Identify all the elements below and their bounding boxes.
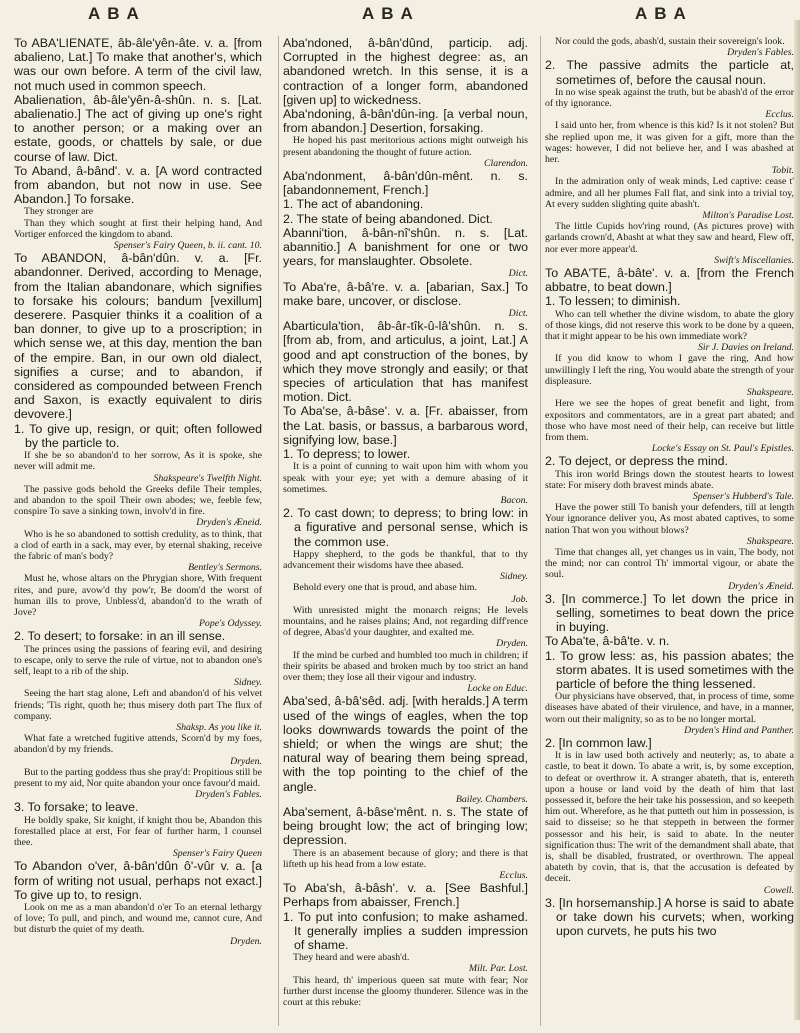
entry-text: Abarticula'tion, âb-âr-tîk-û-lâ'shûn. n. s. [from ab, from, and articulus, a joint, Lat.] A good and apt construction of the bones, by which they move strongly and easily; or that species of articulation that has manifest motion. Dict. [283, 319, 528, 405]
entry-text: To Aband, â-bând'. v. a. [A word contracted from abandon, but not now in use. See Abandon.] To forsake. [14, 163, 262, 207]
quotation: This iron world Brings down the stoutest hearts to lowest state: For misery doth bravest minds abate. [545, 468, 794, 491]
quotation: If she be so abandon'd to her sorrow, As it is spoke, she never will admit me. [14, 450, 262, 473]
citation-source: Bailey. Chambers. [455, 793, 528, 805]
quotation: This heard, th' imperious queen sat mute with fear; Nor further durst incense the gloomy thunderer. Silence was in the court at this rebuke: [283, 974, 528, 1009]
entry-text: Abalienation, âb-âle'yên-â-shûn. n. s. [Lat. abalienatio.] The act of giving up one's right to another person; or a making over an estate, goods, or chattels by sale, or due course of law. Dict. [14, 92, 262, 164]
column-right [540, 36, 794, 1026]
entry-text: 1. To depress; to lower. [283, 447, 411, 462]
citation-source: Spenser's Fairy Queen, b. ii. cant. 10. [113, 240, 262, 252]
entry-text: 1. The act of abandoning. [283, 197, 424, 212]
entry-text: 2. The passive admits the particle at, sometimes of, before the causal noun. [545, 58, 794, 87]
quotation: Our physicians have observed, that, in process of time, some diseases have abated of their virulence, and have, in a manner, worn out their malignity, so as to be no longer mortal. [545, 691, 794, 725]
entry-text: Aba'ndoning, â-bân'dûn-ing. [a verbal noun, from abandon.] Desertion, forsaking. [283, 107, 528, 136]
citation-source: Dict. [508, 268, 528, 280]
entry-text: To Aba'se, â-bâse'. v. a. [Fr. abaisser, from the Lat. basis, or bassus, a barbarous word, signifying low, base.] [283, 404, 528, 447]
entry-text: To ABA'LIENATE, âb-âle'yên-âte. v. a. [from abalieno, Lat.] To make that another's, which was our own before. A term of the civil law, not much used in common speech. [14, 36, 262, 93]
entry-text: 2. The state of being abandoned. Dict. [283, 211, 493, 226]
quotation: He boldly spake, Sir knight, if knight thou be, Abandon this forestalled place at erst, For fear of further harm, I counsel thee. [14, 814, 262, 848]
entry-text: 2. To deject, or depress the mind. [545, 454, 728, 469]
citation-source: Cowell. [763, 884, 794, 896]
citation-source: Clarendon. [484, 157, 528, 169]
entry-text: 2. To cast down; to depress; to bring low: in a figurative and personal sense, which is the common use. [283, 506, 528, 549]
citation-source: Shaksp. As you like it. [176, 721, 262, 733]
entry-text: Aba'sed, â-bâ'sêd. adj. [with heralds.] A term used of the wings of eagles, when the top looks downwards towards the point of the shield; or when the wings are shut; the natural way of bearing them being spread, with the top pointing to the chief of the angle. [283, 694, 528, 794]
running-header-right: ABA [635, 4, 693, 23]
citation-source: Ecclus. [765, 109, 794, 121]
quotation: They stronger are [24, 206, 94, 218]
quotation: He hoped his past meritorious actions might outweigh his present abandoning the thought of future action. [283, 135, 528, 158]
citation-source: Swift's Miscellanies. [714, 254, 794, 266]
citation-source: Dryden's Fables. [195, 789, 262, 801]
citation-source: Locke on Educ. [467, 683, 528, 695]
quotation: There is an abasement because of glory; and there is that lifteth up his head from a low estate. [283, 847, 528, 870]
entry-text: 2. To desert; to forsake: in an ill sense. [14, 629, 226, 644]
entry-text: 3. To forsake; to leave. [14, 800, 139, 815]
entry-text: 3. [In horsemanship.] A horse is said to abate or take down his curvets; when, working upon curvets, he puts his two [545, 895, 794, 939]
quotation: But to the parting goddess thus she pray'd: Propitious still be present to my aid, Nor quite abandon your once favour'd maid. [14, 766, 262, 789]
citation-source: Sidney. [233, 677, 262, 689]
entry-text: Aba'sement, â-bâse'mênt. n. s. The state of being brought low; the act of bringing low; depression. [283, 804, 528, 848]
running-header-left: ABA [88, 4, 146, 23]
citation-source: Dryden's Hind and Panther. [684, 724, 794, 736]
citation-source: Shakspeare. [746, 387, 794, 399]
citation-source: Dryden. [230, 935, 262, 947]
citation-source: Dryden's Æneid. [196, 517, 262, 529]
quotation: The passive gods behold the Greeks defile Their temples, and abandon to the spoil Their own abodes; we, feeble few, conspire To save a sinking town, involv'd in fire. [14, 483, 262, 518]
citation-source: Shakspeare. [746, 535, 794, 547]
citation-source: Bacon. [500, 494, 528, 506]
running-headers [0, 4, 800, 28]
citation-source: Dryden. [496, 638, 528, 650]
entry-text: To ABANDON, â-bân'dûn. v. a. [Fr. abandonner. Derived, according to Menage, from the Italian abandonare, which signifies to forsake his colours; bandum [vexillum] deserere. Pasquier thinks it a coalition of a ban donner, to give up to a proscription; in which sense we, at this day, mention the ban of the empire. Ban, in our own old dialect, signifies a curse; and to abandon, if considered as compounded between French and Saxon, is exactly equivalent to diris devovere.] [14, 251, 262, 422]
citation-source: Job. [511, 593, 528, 605]
quotation: Look on me as a man abandon'd o'er To an eternal lethargy of love; To pull, and pinch, and wound me, cannot cure, And but disturb the quiet of my death. [14, 902, 262, 936]
citation-source: Shakspeare's Twelfth Night. [153, 472, 262, 484]
citation-source: Pope's Odyssey. [198, 618, 262, 630]
quotation: The princes using the passions of fearing evil, and desiring to escape, only to serve the rule of virtue, not to abandon one's self, leapt to a rib of the ship. [14, 643, 262, 677]
citation-source: Ecclus. [499, 870, 528, 881]
quotation: With unresisted might the monarch reigns; He levels mountains, and he raises plains; And, not regarding diff'rence of degree, Abas'd your daughter, and exalted me. [283, 604, 528, 639]
quotation: Must he, whose altars on the Phrygian shore, With frequent rites, and pure, avow'd thy pow'r, Be doom'd the worst of human ills to prove, Unbless'd, abandon'd to the wrath of Jove? [14, 573, 262, 618]
quotation: If the mind be curbed and humbled too much in children; if their spirits be abased and broken much by too strict an hand over them; they lose all their vigour and industry. [283, 649, 528, 683]
quotation: If you did know to whom I gave the ring, And how unwillingly I left the ring, You would abate the strength of your displeasure. [545, 353, 794, 387]
citation-source: Spenser's Fairy Queen [172, 848, 262, 860]
quotation: Nor could the gods, abash'd, sustain their sovereign's look. [555, 36, 785, 47]
entry-text: 3. [In commerce.] To let down the price in selling, sometimes to beat down the price in buying. [545, 591, 794, 635]
citation-source: Dict. [508, 308, 528, 320]
page-edge [794, 20, 800, 1020]
column-middle [278, 36, 528, 1026]
citation-source: Sidney. [499, 571, 528, 583]
quotation: The little Cupids hov'ring round, (As pictures prove) with garlands crown'd, Abasht at what they saw and heard, Flew off, nor ever more appear'd. [545, 221, 794, 255]
entry-text: 1. To put into confusion; to make ashamed. It generally implies a sudden impression of shame. [283, 909, 528, 953]
quotation: It is in law used both actively and neuterly; as, to abate a castle, to beat it down. To abate a writ, is, by some exception, to defeat or overthrow it. A stranger abateth, that is, entereth upon a house or land void by the death of him that last possessed it, before the heir take his possession, and so keepeth him out. Wherefore, as he that putteth out him in possession, is said to disseise; so he that steppeth in between the former possessor and his heir, is said to abate. In the neuter signification thus: The writ of the demandment shall abate, that is, shall be disabled, frustrated, or overthrown. The appeal abateth by covin, that is, that the accusation is defeated by deceit. [545, 750, 794, 885]
entry-text: Aba'ndoned, â-bân'dûnd, particip. adj. Corrupted in the highest degree: as, an abandoned wretch. In this sense, it is a contraction of a longer form, abandoned [given up] to wickedness. [283, 36, 528, 107]
quotation: Here we see the hopes of great benefit and light, from expositors and commentators, are in a great part abated; and those who have most need of their help, can receive but little from them. [545, 398, 794, 443]
entry-text: 1. To give up, resign, or quit; often followed by the particle to. [14, 421, 262, 450]
entry-text: Abanni'tion, â-bân-nî'shûn. n. s. [Lat. abannitio.] A banishment for one or two years, for manslaughter. Obsolete. [283, 225, 528, 269]
entry-text: To Aba're, â-bâ're. v. a. [abarian, Sax.] To make bare, uncover, or disclose. [283, 279, 528, 308]
quotation: Happy shepherd, to the gods be thankful, that to thy advancement their wisdoms have thee abased. [283, 548, 528, 571]
citation-source: Locke's Essay on St. Paul's Epistles. [651, 443, 794, 455]
citation-source: Bentley's Sermons. [188, 562, 262, 574]
running-header-center: ABA [362, 4, 420, 23]
citation-source: Sir J. Davies on Ireland. [698, 342, 794, 354]
quotation: Time that changes all, yet changes us in vain, The body, not the mind; nor can control Th' immortal vigour, or abate the soul. [545, 546, 794, 581]
entry-text: 2. [In common law.] [545, 735, 652, 750]
entry-text: To ABA'TE, â-bâte'. v. a. [from the French abbatre, to beat down.] [545, 266, 794, 295]
citation-source: Spenser's Hubberd's Tale. [692, 490, 794, 502]
citation-source: Dryden's Fables. [727, 47, 794, 59]
entry-text: To Aba'te, â-bâ'te. v. n. [545, 634, 670, 649]
quotation: Who can tell whether the divine wisdom, to abate the glory of those kings, did not reserve this work to be done by a queen, that it might appear to be his own immediate work? [545, 308, 794, 343]
entry-text: To Aba'sh, â-bâsh'. v. a. [See Bashful.] Perhaps from abaisser, French.] [283, 881, 528, 910]
citation-source: Milton's Paradise Lost. [702, 210, 794, 222]
citation-source: Dryden's Æneid. [728, 580, 794, 592]
citation-source: Milt. Par. Lost. [468, 963, 528, 975]
column-left [14, 36, 262, 1026]
quotation: I said unto her, from whence is this kid? Is it not stolen? But she replied upon me, it was given for a gift, more than the wages: however, I did not believe her, and I was abashed at her. [545, 120, 794, 166]
quotation: Behold every one that is proud, and abase him. [293, 582, 477, 594]
quotation: Who is he so abandoned to sottish credulity, as to think, that a clod of earth in a sack, may ever, by eternal shaking, receive the fabric of man's body? [14, 528, 262, 562]
quotation: Than they which sought at first their helping hand, And Vortiger enforced the kingdom to aband. [14, 217, 262, 240]
quotation: They heard and were abash'd. [293, 952, 410, 964]
entry-text: To Abandon o'ver, â-bân'dûn ô'-vûr v. a. [a form of writing not usual, perhaps not exact.] To give up to, to resign. [14, 859, 262, 902]
entry-text: Aba'ndonment, â-bân'dûn-mênt. n. s. [abandonnement, French.] [283, 169, 528, 198]
quotation: In the admiration only of weak minds, Led captive: cease t' admire, and all her plumes Fall flat, and sink into a trivial toy, At every sudden slighting quite abash't. [545, 176, 794, 210]
citation-source: Dryden. [230, 755, 262, 767]
entry-text: 1. To lessen; to diminish. [545, 294, 681, 309]
quotation: In no wise speak against the truth, but be abash'd of the error of thy ignorance. [545, 86, 794, 110]
quotation: What fate a wretched fugitive attends, Scorn'd by my foes, abandon'd by my friends. [14, 733, 262, 756]
quotation: Seeing the hart stag alone, Left and abandon'd of his velvet friends; 'Tis right, quoth he; thus misery doth part The flux of company. [14, 688, 262, 722]
quotation: It is a point of cunning to wait upon him with whom you speak with your eye; yet with a demure abasing of it sometimes. [283, 461, 528, 495]
quotation: Have the power still To banish your defenders, till at length Your ignorance deliver you, As most abated captives, to some nation That won you without blows? [545, 502, 794, 536]
entry-text: 1. To grow less: as, his passion abates; the storm abates. It is used sometimes with the particle of before the thing lessened. [545, 648, 794, 691]
citation-source: Tobit. [771, 165, 794, 177]
